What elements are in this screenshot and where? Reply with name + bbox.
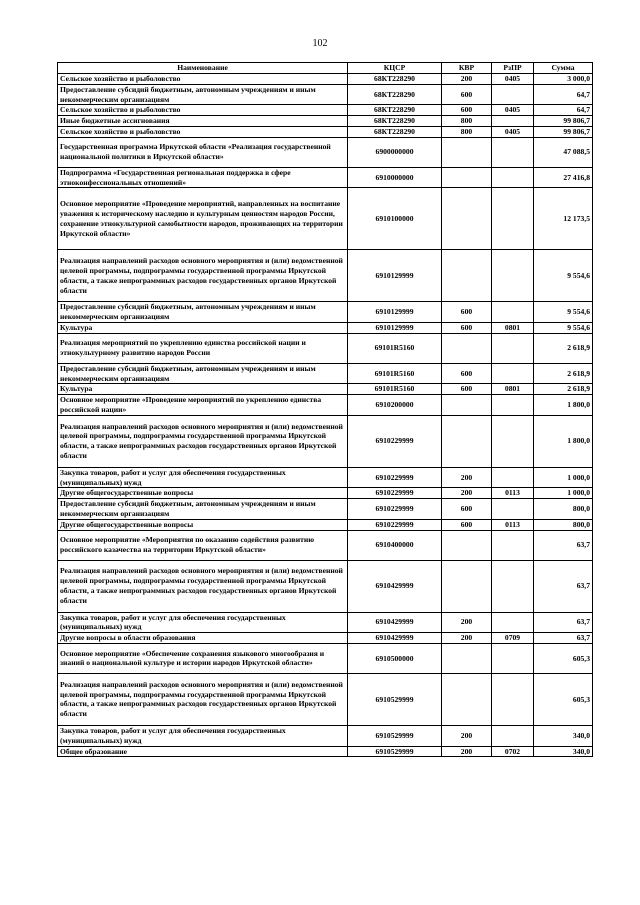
cell-rzpr: [492, 188, 534, 250]
cell-rzpr: [492, 560, 534, 612]
cell-rzpr: 0709: [492, 633, 534, 644]
cell-kvr: 600: [442, 105, 492, 116]
cell-name: Предоставление субсидий бюджетным, автономным учреждениям и иным некоммерческим организациям: [58, 363, 348, 384]
cell-kvr: 200: [442, 467, 492, 488]
table-row: [58, 384, 593, 395]
cell-kcsr: 69101R5160: [348, 384, 442, 395]
cell-kvr: 200: [442, 746, 492, 757]
cell-name: Основное мероприятие «Проведение мероприятий по укреплению единства российской нации»: [58, 395, 348, 416]
cell-rzpr: [492, 530, 534, 560]
cell-rzpr: 0405: [492, 74, 534, 85]
cell-name: Реализация направлений расходов основного мероприятия и (или) ведомственной целевой программы, подпрограммы государственной программы Иркутской области, а также непрограммных расходов государственных органов Иркутской области: [58, 560, 348, 612]
cell-rzpr: [492, 84, 534, 105]
cell-kcsr: 68КТ228290: [348, 116, 442, 127]
table-row: [58, 302, 593, 323]
cell-sum: 1 000,0: [534, 467, 593, 488]
table-row: [58, 84, 593, 105]
cell-kvr: [442, 188, 492, 250]
cell-rzpr: [492, 137, 534, 167]
cell-rzpr: [492, 673, 534, 725]
cell-name: Сельское хозяйство и рыболовство: [58, 74, 348, 85]
cell-rzpr: 0702: [492, 746, 534, 757]
cell-rzpr: 0113: [492, 488, 534, 499]
cell-rzpr: 0801: [492, 384, 534, 395]
cell-kvr: 800: [442, 126, 492, 137]
cell-kvr: 800: [442, 116, 492, 127]
cell-name: Другие общегосударственные вопросы: [58, 519, 348, 530]
cell-name: Другие вопросы в области образования: [58, 633, 348, 644]
cell-name: Закупка товаров, работ и услуг для обеспечения государственных (муниципальных) нужд: [58, 725, 348, 746]
cell-name: Реализация направлений расходов основного мероприятия и (или) ведомственной целевой программы, подпрограммы государственной программы Иркутской области, а также непрограммных расходов государственных органов Иркутской области: [58, 673, 348, 725]
table-row: [58, 167, 593, 188]
table-row: [58, 250, 593, 302]
cell-rzpr: 0113: [492, 519, 534, 530]
cell-kcsr: 6910200000: [348, 395, 442, 416]
cell-sum: 800,0: [534, 499, 593, 520]
cell-sum: 64,7: [534, 105, 593, 116]
cell-kcsr: 68КТ228290: [348, 105, 442, 116]
cell-sum: 9 554,6: [534, 322, 593, 333]
cell-kvr: [442, 167, 492, 188]
table-row: [58, 530, 593, 560]
cell-kcsr: 6910000000: [348, 167, 442, 188]
cell-sum: 63,7: [534, 612, 593, 633]
cell-rzpr: [492, 250, 534, 302]
cell-kvr: 600: [442, 322, 492, 333]
cell-name: Основное мероприятие «Мероприятия по оказанию содействия развитию российского казачества на территории Иркутской области»: [58, 530, 348, 560]
cell-sum: 605,3: [534, 673, 593, 725]
cell-kcsr: 6910400000: [348, 530, 442, 560]
cell-kvr: 600: [442, 499, 492, 520]
cell-rzpr: [492, 302, 534, 323]
cell-name: Реализация направлений расходов основного мероприятия и (или) ведомственной целевой программы, подпрограммы государственной программы Иркутской области, а также непрограммных расходов государственных органов Иркутской области: [58, 250, 348, 302]
cell-name: Сельское хозяйство и рыболовство: [58, 105, 348, 116]
table-row: [58, 612, 593, 633]
cell-sum: 12 173,5: [534, 188, 593, 250]
cell-rzpr: [492, 725, 534, 746]
cell-kvr: 200: [442, 488, 492, 499]
cell-kvr: 600: [442, 519, 492, 530]
cell-name: Реализация направлений расходов основного мероприятия и (или) ведомственной целевой программы, подпрограммы государственной программы Иркутской области, а также непрограммных расходов государственных органов Иркутской области: [58, 415, 348, 467]
cell-rzpr: [492, 167, 534, 188]
cell-name: Культура: [58, 322, 348, 333]
cell-kcsr: 6900000000: [348, 137, 442, 167]
cell-name: Другие общегосударственные вопросы: [58, 488, 348, 499]
cell-kcsr: 6910100000: [348, 188, 442, 250]
cell-sum: 63,7: [534, 560, 593, 612]
table-row: [58, 395, 593, 416]
cell-sum: 63,7: [534, 530, 593, 560]
cell-rzpr: [492, 116, 534, 127]
table-row: [58, 363, 593, 384]
cell-kvr: 600: [442, 84, 492, 105]
cell-sum: 99 806,7: [534, 116, 593, 127]
cell-kvr: 200: [442, 74, 492, 85]
page-number: 102: [312, 38, 328, 49]
cell-kvr: [442, 643, 492, 673]
cell-sum: 3 000,0: [534, 74, 593, 85]
cell-sum: 1 000,0: [534, 488, 593, 499]
cell-name: Основное мероприятие «Проведение мероприятий, направленных на воспитание уважения к историческому наследию и культурным ценностям народов России, сохранение этнокультурной самобытности народов, проживающих на территории Иркутской области»: [58, 188, 348, 250]
cell-kvr: [442, 530, 492, 560]
table-header-row: [58, 63, 593, 74]
cell-rzpr: [492, 333, 534, 363]
cell-kcsr: 68КТ228290: [348, 126, 442, 137]
header-kcsr: КЦСР: [348, 63, 442, 74]
cell-kcsr: 6910229999: [348, 467, 442, 488]
table-row: [58, 126, 593, 137]
cell-kcsr: 6910529999: [348, 725, 442, 746]
cell-kcsr: 6910129999: [348, 322, 442, 333]
cell-name: Закупка товаров, работ и услуг для обеспечения государственных (муниципальных) нужд: [58, 612, 348, 633]
cell-kvr: 600: [442, 384, 492, 395]
cell-rzpr: [492, 499, 534, 520]
cell-rzpr: [492, 415, 534, 467]
cell-name: Реализация мероприятий по укреплению единства российской нации и этнокультурному развитию народов России: [58, 333, 348, 363]
cell-sum: 47 088,5: [534, 137, 593, 167]
table-row: [58, 137, 593, 167]
cell-kcsr: 6910529999: [348, 746, 442, 757]
table-row: [58, 643, 593, 673]
cell-kcsr: 6910229999: [348, 519, 442, 530]
cell-rzpr: 0405: [492, 105, 534, 116]
table-row: [58, 74, 593, 85]
cell-name: Сельское хозяйство и рыболовство: [58, 126, 348, 137]
cell-rzpr: 0405: [492, 126, 534, 137]
cell-kvr: 600: [442, 363, 492, 384]
cell-kcsr: 6910500000: [348, 643, 442, 673]
cell-name: Предоставление субсидий бюджетным, автономным учреждениям и иным некоммерческим организациям: [58, 84, 348, 105]
cell-kcsr: 6910229999: [348, 499, 442, 520]
cell-rzpr: [492, 612, 534, 633]
table-row: [58, 488, 593, 499]
table-row: [58, 322, 593, 333]
cell-name: Иные бюджетные ассигнования: [58, 116, 348, 127]
cell-kvr: 600: [442, 302, 492, 323]
table-row: [58, 673, 593, 725]
cell-kcsr: 68КТ228290: [348, 74, 442, 85]
table-row: [58, 415, 593, 467]
cell-sum: 2 618,9: [534, 333, 593, 363]
cell-name: Культура: [58, 384, 348, 395]
cell-kcsr: 6910229999: [348, 488, 442, 499]
header-sum: Сумма: [534, 63, 593, 74]
budget-table: [57, 62, 593, 757]
table-body: [58, 74, 593, 757]
table-row: [58, 519, 593, 530]
cell-kcsr: 6910129999: [348, 302, 442, 323]
cell-kcsr: 6910229999: [348, 415, 442, 467]
table-row: [58, 633, 593, 644]
cell-rzpr: [492, 643, 534, 673]
cell-rzpr: [492, 363, 534, 384]
table-row: [58, 725, 593, 746]
cell-kvr: [442, 673, 492, 725]
cell-sum: 2 618,9: [534, 363, 593, 384]
cell-kcsr: 68КТ228290: [348, 84, 442, 105]
cell-kvr: 200: [442, 612, 492, 633]
header-rzpr: РзПР: [492, 63, 534, 74]
cell-sum: 27 416,8: [534, 167, 593, 188]
cell-kvr: [442, 560, 492, 612]
table-row: [58, 333, 593, 363]
cell-sum: 605,3: [534, 643, 593, 673]
cell-kvr: 200: [442, 725, 492, 746]
table-row: [58, 105, 593, 116]
table-row: [58, 116, 593, 127]
cell-sum: 800,0: [534, 519, 593, 530]
cell-sum: 9 554,6: [534, 302, 593, 323]
cell-sum: 9 554,6: [534, 250, 593, 302]
cell-sum: 1 800,0: [534, 415, 593, 467]
cell-name: Государственная программа Иркутской области «Реализация государственной национальной политики в Иркутской области»: [58, 137, 348, 167]
cell-kcsr: 6910529999: [348, 673, 442, 725]
cell-sum: 99 806,7: [534, 126, 593, 137]
cell-sum: 340,0: [534, 746, 593, 757]
cell-kcsr: 6910129999: [348, 250, 442, 302]
table-row: [58, 560, 593, 612]
cell-name: Закупка товаров, работ и услуг для обеспечения государственных (муниципальных) нужд: [58, 467, 348, 488]
cell-kcsr: 6910429999: [348, 633, 442, 644]
cell-sum: 2 618,9: [534, 384, 593, 395]
cell-kcsr: 6910429999: [348, 560, 442, 612]
cell-kcsr: 6910429999: [348, 612, 442, 633]
cell-name: Общее образование: [58, 746, 348, 757]
cell-rzpr: [492, 395, 534, 416]
cell-name: Предоставление субсидий бюджетным, автономным учреждениям и иным некоммерческим организациям: [58, 499, 348, 520]
table-row: [58, 746, 593, 757]
cell-sum: 340,0: [534, 725, 593, 746]
cell-name: Основное мероприятие «Обеспечение сохранения языкового многообразия и знаний о национальной культуре и истории народов Иркутской области»: [58, 643, 348, 673]
cell-name: Подпрограмма «Государственная региональная поддержка в сфере этноконфессиональных отношений»: [58, 167, 348, 188]
table-row: [58, 467, 593, 488]
cell-kcsr: 69101R5160: [348, 333, 442, 363]
cell-kvr: 200: [442, 633, 492, 644]
cell-sum: 1 800,0: [534, 395, 593, 416]
header-name: Наименование: [58, 63, 348, 74]
cell-rzpr: [492, 467, 534, 488]
header-kvr: КВР: [442, 63, 492, 74]
cell-name: Предоставление субсидий бюджетным, автономным учреждениям и иным некоммерческим организациям: [58, 302, 348, 323]
cell-kvr: [442, 250, 492, 302]
cell-kvr: [442, 415, 492, 467]
table-row: [58, 188, 593, 250]
cell-kvr: [442, 333, 492, 363]
cell-kvr: [442, 395, 492, 416]
cell-rzpr: 0801: [492, 322, 534, 333]
cell-kvr: [442, 137, 492, 167]
cell-sum: 64,7: [534, 84, 593, 105]
cell-sum: 63,7: [534, 633, 593, 644]
table-row: [58, 499, 593, 520]
cell-kcsr: 69101R5160: [348, 363, 442, 384]
